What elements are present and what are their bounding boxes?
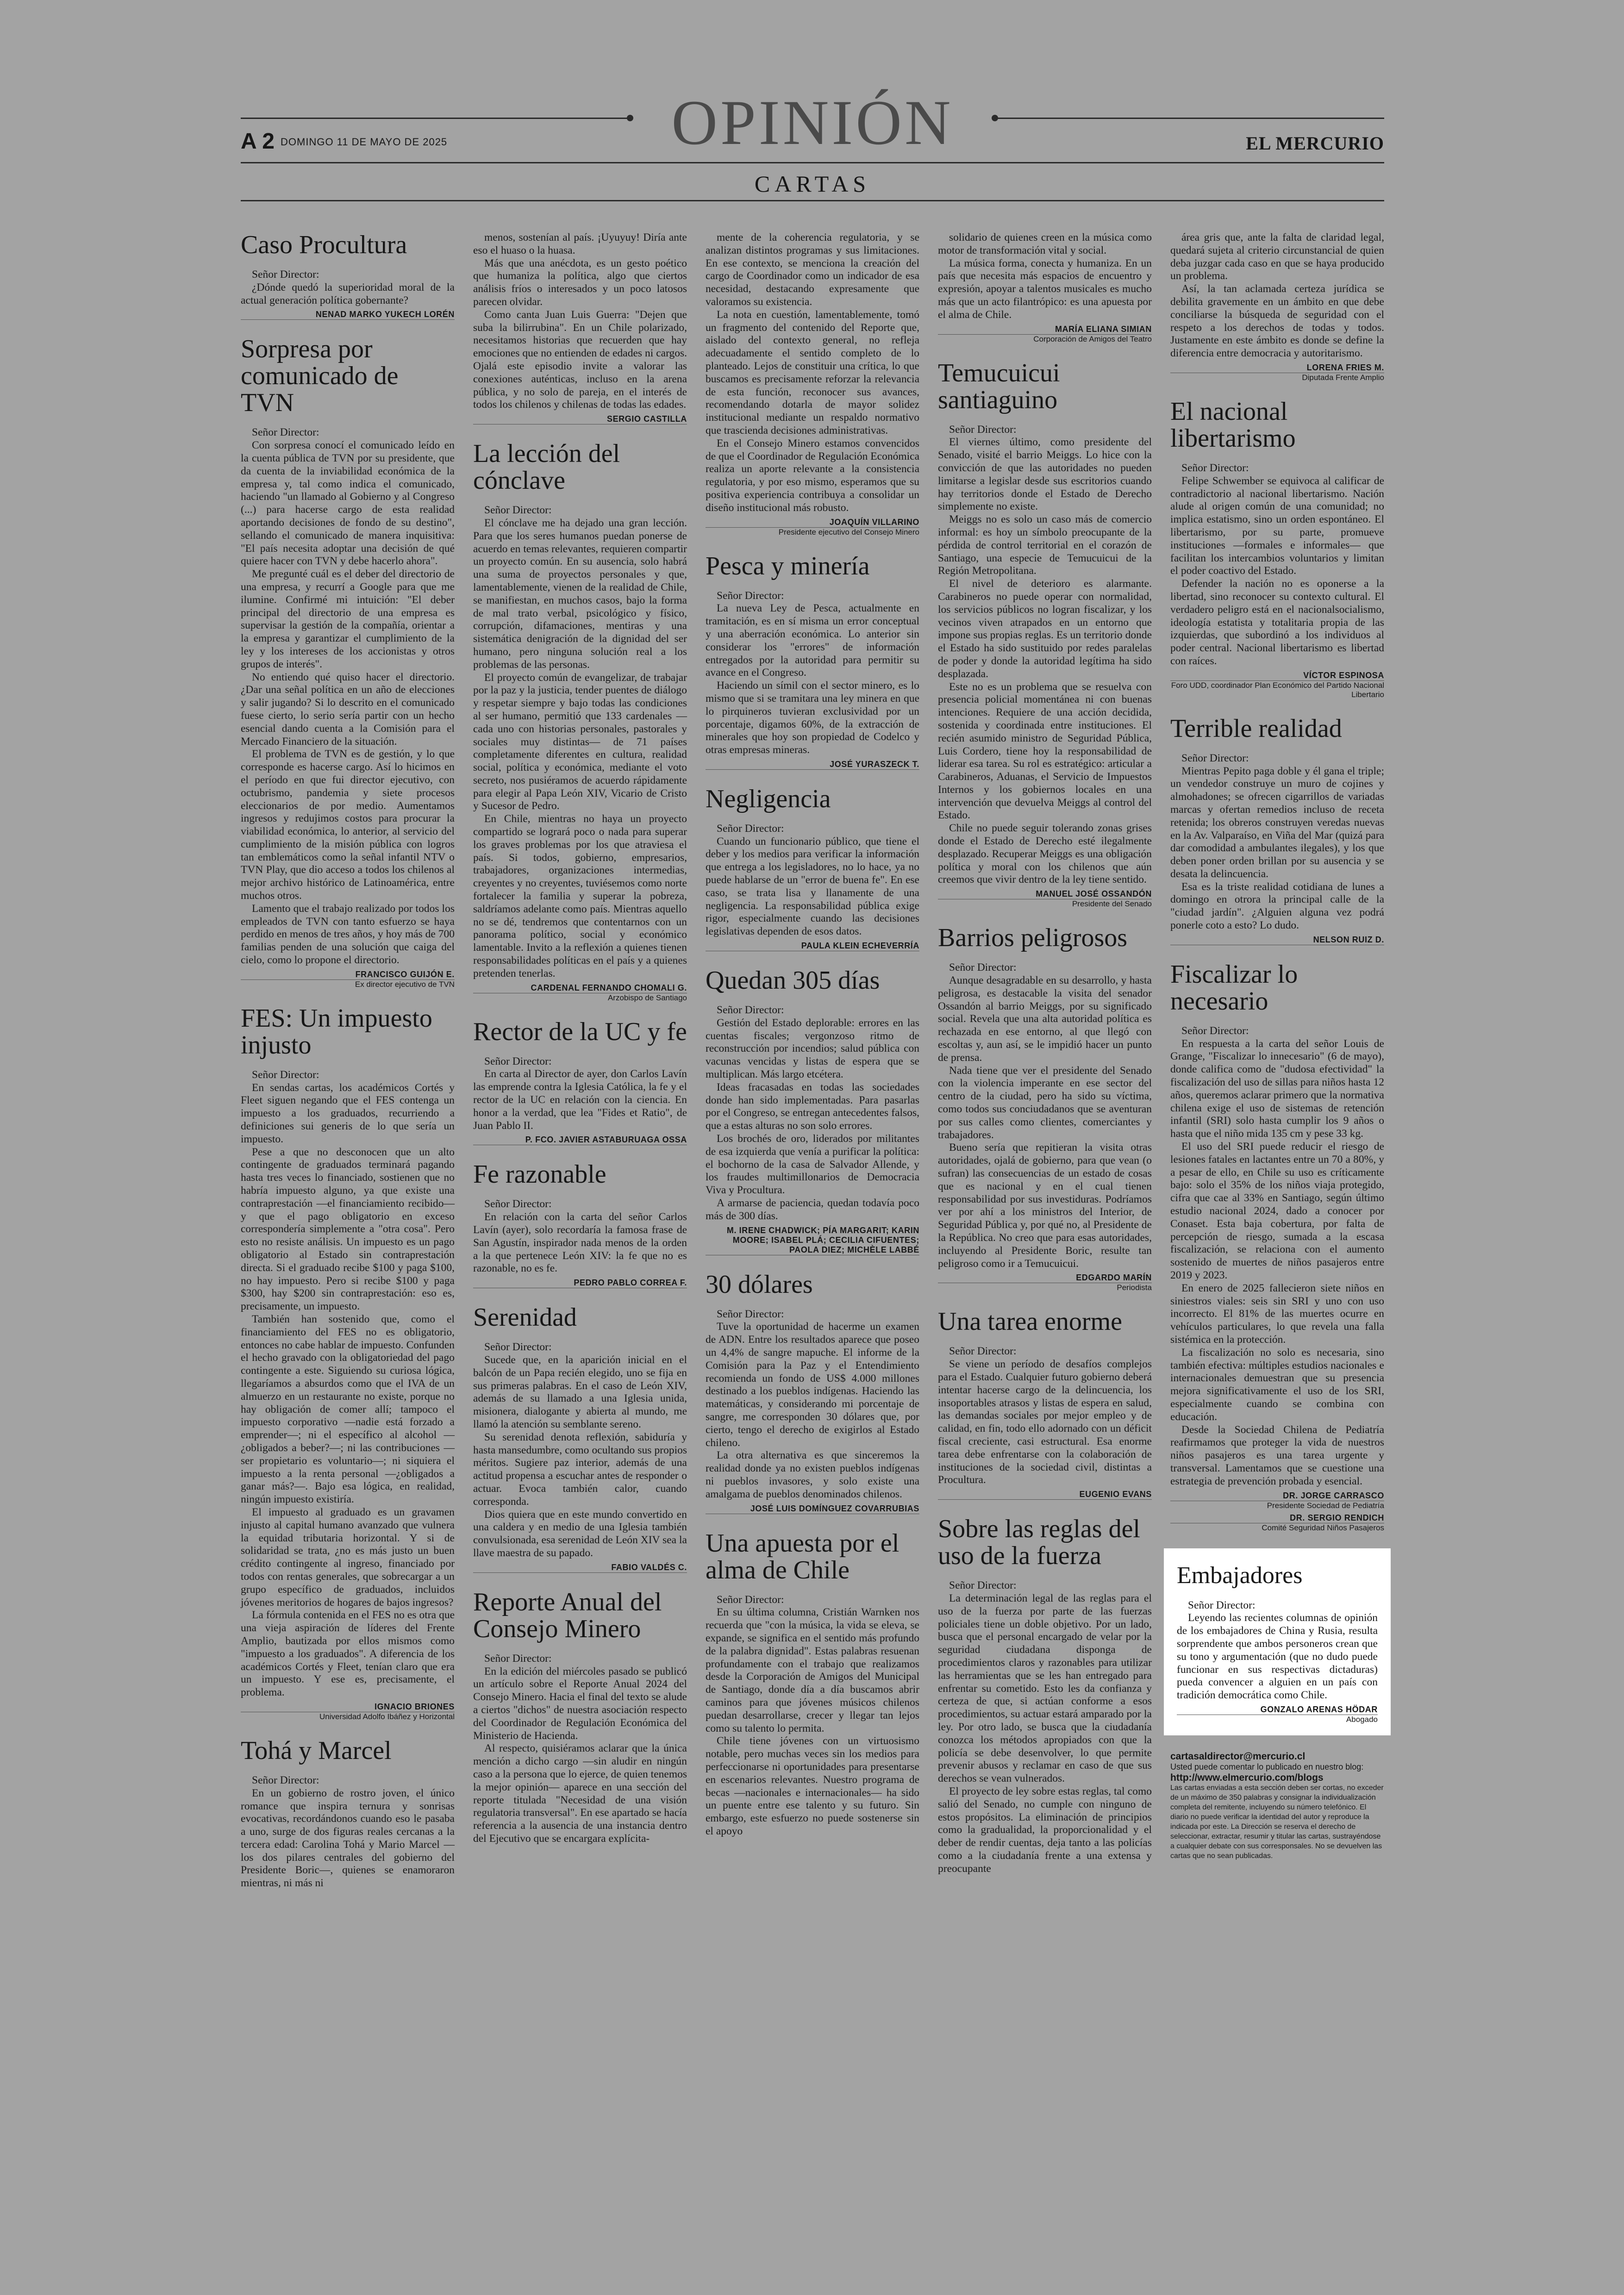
contact-blog-note: Usted puede comentar lo publicado en nuestro blog: [1170,1762,1364,1771]
subsection-title: CARTAS [754,171,871,197]
letter-author-role: Abogado [1346,1715,1378,1724]
letter-paragraph: Tuve la oportunidad de hacerme un examen de ADN. Entre los resultados aparece que poseo un 4,4% de sangre mapuche. El informe de la Comisión para la Paz y el Entendimiento recomienda un fondo de US$ 4.000 millones destinado a los pueblos indígenas. Haciendo las matemáticas, y considerando mi porcentaje de sangre, me corresponden 30 dólares que, por cierto, tengo el derecho de exigirlos al Estado chileno. [706,1321,919,1449]
letter-body [706,590,919,757]
letter-title: Barrios peligrosos [938,923,1128,953]
letter [706,786,919,951]
letter-body [706,231,919,515]
letter [1170,715,1384,945]
newspaper-page [241,88,1384,2236]
letter-body [938,424,1152,887]
letter-signature: NELSON RUIZ D. [1170,935,1384,945]
letter-paragraph: En Chile, mientras no haya un proyecto compartido se logrará poco o nada para superar los graves problemas por los que atraviesa el país. Si todos, gobierno, empresarios, trabajadores, organizaciones intermedias, creyentes y no creyentes, tuviésemos como norte fortalecer la familia y superar la pobreza, saldríamos adelante como país. Mientras aquello no se dé, tendremos que contentarnos con un panorama político, social y económico lamentable. Invito a la reflexión a quienes tienen responsabilidades políticas en el país y a quienes pretenden tenerlas. [473,813,687,979]
letter [241,1005,455,1721]
letter-body [938,1579,1152,1875]
letter-author-role: Foro UDD, coordinador Plan Económico del Partido Nacional Libertario [1171,680,1384,699]
section-title: OPINIÓN [671,87,954,158]
letter-paragraph: Gestión del Estado deplorable: errores en las cuentas fiscales; vergonzoso ritmo de reconstrucción por incendios; salud pública con vacunas vencidas y listas de espera que se multiplican. Más largo etcétera. [706,1017,919,1081]
letter [241,1737,455,1890]
letter-body [938,231,1152,322]
column-2 [473,231,687,1861]
letter-salutation: Señor Director: [717,1004,784,1017]
letter-paragraph: El proyecto común de evangelizar, de trabajar por la paz y la justicia, tender puentes de diálogo y respetar siempre y bajo todas las condiciones al ser humano, permitió que 133 cardenales —cada uno con historias personales, pastorales y sociales muy distintas— de 71 países completamente diferentes en cultura, realidad social, política y económica, mediante el voto secreto, nos pusiéramos de acuerdo rápidamente para elegir al Papa León XIV, Vicario de Cristo y Sucesor de Pedro. [473,671,687,812]
letter-paragraph: En relación con la carta del señor Carlos Lavín (ayer), solo recordaría la famosa frase de San Agustín, inspirador nada menos de la orden a la que pertenece León XIV: la fe que no es razonable, no es fe. [473,1211,687,1275]
letter-body [473,231,687,412]
letter-paragraph: Al respecto, quisiéramos aclarar que la única mención a dicho cargo —sin aludir en ningún caso a la persona que lo ejerce, de quien tenemos la mejor opinión— aparece en una sección del reporte titulada "Necesidad de una visión regulatoria transversal". En ese apartado se hacía referencia a la ausencia de una instancia dentro del Ejecutivo que se encargara explícita- [473,1742,687,1845]
letter-paragraph: Chile tiene jóvenes con un virtuosismo notable, pero muchas veces sin los medios para perfeccionarse ni oportunidades para presentarse en escenarios relevantes. Nuestro programa de becas —nacionales e internacionales— ha sido un puente entre ese talento y su futuro. Sin embargo, este esfuerzo no puede sostenerse sin el apoyo [706,1735,919,1837]
letter-salutation: Señor Director: [1181,461,1249,474]
letter-body [706,1594,919,1838]
letter-body [1170,1025,1384,1488]
letter-paragraph: La nueva Ley de Pesca, actualmente en tramitación, es en sí misma un error conceptual y una aberración económica. Lo anterior sin considerar los "errores" de información entregados por la autoridad para permitir su avance en el Congreso. [706,602,919,679]
letter-paragraph: La fórmula contenida en el FES no es otra que una vieja aspiración de líderes del Frente Amplio, bautizada por ellos mismos como "impuesto a los graduados". A diferencia de los académicos Cortés y Fleet, tenían claro que era un impuesto. Y ese es, precisamente, el problema. [241,1609,455,1699]
letter-paragraph: Más que una anécdota, es un gesto poético que humaniza la política, algo que ciertos análisis fríos o interesados y un poco latosos parecen olvidar. [473,257,687,308]
letter-salutation: Señor Director: [717,822,784,835]
column-1 [241,231,455,1906]
letter-paragraph: Nada tiene que ver el presidente del Senado con la violencia imperante en ese sector del centro de la ciudad, pero ha sido su víctima, como todos sus conciudadanos que se aventuran por sus calles como clientes, comerciantes y trabajadores. [938,1064,1152,1141]
letter-paragraph: El cónclave me ha dejado una gran lección. Para que los seres humanos puedan ponerse de acuerdo en temas relevantes, requieren compartir un proyecto común. En su ausencia, solo habrá una suma de proyectos personales y que, lamentablemente, vienen de la realidad de Chile, se manifiestan, en muchos casos, bajo la forma de mal trato verbal, psicológico y físico, corrupción, difamaciones, mentiras y una sistemática denigración de la dignidad del ser humano, pero ninguna solución real a los problemas de las personas. [473,517,687,671]
letter-title: Terrible realidad [1170,714,1342,743]
letter-paragraph: Los brochés de oro, liderados por militantes de esa izquierda que venía a purificar la política: el bochorno de la casa de Salvador Allende, y los fraudes multimillonarios de Democracia Viva y Procultura. [706,1133,919,1197]
letter-paragraph: solidario de quienes creen en la música como motor de transformación vital y social. [938,231,1152,256]
letter-paragraph: Así, la tan aclamada certeza jurídica se debilita gravemente en un ámbito en que debe conciliarse la búsqueda de seguridad con el respeto a los derechos de todas y todos. Justamente en este ámbito es donde se define la diferencia entre democracia y autoritarismo. [1170,283,1384,360]
letter-paragraph: Bueno sería que repitieran la visita otras autoridades, ojalá de gobierno, para que vean (o sufran) las consecuencias de un estado de cosas que es nacional y en el cual tienen responsabilidad por sus investiduras. Podríamos ver por ahí a los ministros del Interior, de Seguridad Pública y, por qué no, al Presidente de la República. No creo que para esas autoridades, incluyendo al Presidente Boric, resulte tan peligroso como ir a Temucuicui. [938,1141,1152,1270]
letter-title: Embajadores [1177,1562,1303,1589]
letter-signature: DR. JORGE CARRASCO [1170,1491,1384,1501]
letter-author-role: Presidente del Senado [1072,899,1152,909]
letter-paragraph: En respuesta a la carta del señor Louis de Grange, "Fiscalizar lo innecesario" (6 de mayo), donde califica como de "dudosa efectividad" la fiscalización del uso de sillas para niños hasta 12 años, queremos aclarar primero que la normativa chilena exige el uso de sistemas de retención infantil (SRI) solo hasta cumplir los 9 años o hasta que el niño mida 135 cm y pese 33 kg. [1170,1037,1384,1140]
letter-paragraph: Cuando un funcionario público, que tiene el deber y los medios para verificar la información que entrega a los legisladores, no lo hace, ya no puede hablarse de un "error de buena fe". En ese caso, se trata lisa y llanamente de una negligencia. La responsabilidad pública exige rigor, especialmente cuando las decisiones legislativas dependen de esos datos. [706,835,919,938]
letter-salutation: Señor Director: [949,1345,1017,1358]
letter-paragraph: En su última columna, Cristián Warnken nos recuerda que "con la música, la vida se eleva, se expande, se significa en el sentido más profundo de la palabra dignidad". Estas palabras resuenan profundamente con el trabajo que realizamos desde la Corporación de Amigos del Municipal de Santiago, donde día a día buscamos abrir caminos para que jóvenes músicos chilenos puedan desarrollarse, crecer y llegar tan lejos como su talento lo permita. [706,1606,919,1734]
letter-paragraph: Desde la Sociedad Chilena de Pediatría reafirmamos que proteger la vida de nuestros niños pasajeros es una tarea urgente y transversal. Lamentamos que se cuestione una estrategia de prevención probada y esencial. [1170,1423,1384,1487]
letter-title: Pesca y minería [706,551,870,580]
letter-paragraph: ¿Dónde quedó la superioridad moral de la actual generación política gobernante? [241,281,455,306]
letter-author-role: Arzobispo de Santiago [607,993,687,1002]
letter [938,360,1152,909]
letter-body [473,1055,687,1133]
letter [938,1515,1152,1875]
letter-signature: VÍCTOR ESPINOSA [1170,671,1384,681]
letter [473,440,687,1002]
letter [938,231,1152,344]
letter [1170,398,1384,699]
letter-body [706,1308,919,1501]
letter-paragraph: Aunque desagradable en su desarrollo, y hasta peligrosa, es destacable la visita del senador Ossandón al barrio Meiggs, por su significado social. Revela que una alta autoridad política es rechazada en ese entorno, al que llegó con escoltas y, aun así, se le impidió hacer un punto de prensa. [938,974,1152,1064]
letter-body [1177,1599,1378,1702]
letter-title: Fe razonable [473,1160,606,1189]
letter-paragraph: El viernes último, como presidente del Senado, visité el barrio Meiggs. Lo hice con la convicción de que las autoridades no pueden limitarse a legislar desde sus escritorios cuando hay territorios donde el Estado de Derecho simplemente no existe. [938,436,1152,513]
letter-paragraph: mente de la coherencia regulatoria, y se analizan distintos programas y sus limitaciones. En ese contexto, se menciona la creación del cargo de Coordinador como un indicador de esa necesidad, destacando expresamente que valoramos su existencia. [706,231,919,308]
letter-salutation: Señor Director: [1181,1024,1249,1037]
letter-paragraph: El proyecto de ley sobre estas reglas, tal como salió del Senado, no cumple con ninguno de estos propósitos. La eliminación de principios como la gradualidad, la proporcionalidad y el deber de rendir cuentas, deja tanto a las policías como a la ciudadanía frente a una extensa y preocupante [938,1785,1152,1875]
letter-paragraph: En carta al Director de ayer, don Carlos Lavín las emprende contra la Iglesia Católica, la fe y el rector de la UC en relación con la ciencia. En honor a la verdad, que lea "Fides et Ratio", de Juan Pablo II. [473,1068,687,1132]
letter-paragraph: Mientras Pepito paga doble y él gana el triple; un vendedor construye un muro de cojines y almohadones; se ofrecen cigarrillos de variadas marcas y ofertan remedios incluso de receta retenida; los obreros construyen veredas nuevas en la Av. Valparaíso, en Viña del Mar (quizá para dar comodidad a ambulantes ilegales), y los que deben poner orden brillan por su ausencia y se desata la delincuencia. [1170,765,1384,880]
letter-body [241,426,455,967]
letter-paragraph: Con sorpresa conocí el comunicado leído en la cuenta pública de TVN por su presidente, que da cuenta de la inviabilidad económica de la empresa y, tal como indica el comunicado, haciendo "un llamado al Gobierno y al Congreso (...) para hacerse cargo de esta realidad aportando decisiones de fondo de su destino", sellando el comunicado de manera inquisitiva: "El país necesita adoptar una decisión de qué quiere hacer con TVN y debe hacerlo ahora". [241,439,455,568]
letter-paragraph: Me pregunté cuál es el deber del directorio de una empresa, y recurrí a Google para que me ilumine. Confirmé mi intuición: "El deber principal del directorio de una empresa es supervisar la gestión de la compañía, orientar a la empresa y garantizar el cumplimiento de la ley y los intereses de los accionistas y otros grupos de interés". [241,568,455,670]
letter-salutation: Señor Director: [717,589,784,602]
letter-paragraph: El problema de TVN es de gestión, y lo que corresponde es hacerse cargo. Así lo hicimos en el período en que fui director ejecutivo, con octubrismo, pandemia y siete procesos eleccionarios de por medio. Aumentamos ingresos y redujimos costos para procurar la viabilidad económica, lo anterior, al servicio del cumplimiento de la misión pública con logros tan emblemáticos como la señal infantil NTV o TVN Play, que dio acceso a todos los chilenos al mejor archivo histórico de Latinoamérica, entre muchos otros. [241,748,455,902]
letter-author-role: Ex director ejecutivo de TVN [355,979,455,989]
letter-author-role: Presidente Sociedad de Pediatría [1267,1501,1384,1510]
letter [1164,1548,1391,1735]
letter-paragraph: No entiendo qué quiso hacer el directorio. ¿Dar una señal política en un año de elecciones y salir jugando? Si lo descrito en el comunicado fuese cierto, lo serio sería partir con un hecho esencial dando cuenta a la Comisión para el Mercado Financiero de la situación. [241,671,455,748]
contact-rules: Las cartas enviadas a esta sección deben ser cortas, no exceder de un máximo de 350 palabras y consignar la individualización completa del remitente, incluyendo su número telefónico. El diario no puede verificar la identidad del autor y reproduce la indicada por este. La Dirección se reserva el derecho de seleccionar, extractar, resumir y titular las cartas, sustrayéndose a cualquier debate con sus corresponsales. No se devuelven las cartas que no sean publicadas. [1170,1784,1384,1860]
letter [706,1271,919,1514]
contact-box [1170,1751,1384,1861]
column-5 [1170,231,1384,1861]
letter-salutation: Señor Director: [949,423,1017,436]
column-4 [938,231,1152,1891]
letter-title: Reporte Anual del Consejo Minero [473,1587,662,1643]
letter-signature: EDGARDO MARÍN [938,1273,1152,1283]
letter-signature: PAULA KLEIN ECHEVERRÍA [706,941,919,951]
letter [938,924,1152,1292]
contact-email[interactable]: cartasaldirector@mercurio.cl [1170,1751,1305,1762]
letter-title: Sorpresa por comunicado de TVN [241,335,399,418]
letter-paragraph: Su serenidad denota reflexión, sabiduría y hasta mansedumbre, como ocultando sus propios méritos. Sugiere paz interior, además de una actitud propensa a escuchar antes de responder o actuar. Evoca también calor, cuando corresponda. [473,1431,687,1508]
letter-body [706,1004,919,1223]
letter-signature: EUGENIO EVANS [938,1490,1152,1500]
letter-salutation: Señor Director: [484,504,552,517]
letter-paragraph: En la edición del miércoles pasado se publicó un artículo sobre el Reporte Anual 2024 del Consejo Minero. Hacia el final del texto se alude a ciertos "dichos" de nuestra asociación respecto del Coordinador de Regulación Económica del Ministerio de Hacienda. [473,1665,687,1742]
letter [241,231,455,320]
letter-paragraph: A armarse de paciencia, quedan todavía poco más de 300 días. [706,1197,919,1222]
letter-salutation: Señor Director: [484,1341,552,1353]
letter-signature: CARDENAL FERNANDO CHOMALI G. [473,983,687,993]
letter-author-role: Universidad Adolfo Ibáñez y Horizontal [319,1712,455,1721]
edition-date: DOMINGO 11 DE MAYO DE 2025 [281,136,448,148]
letter-author-role: Corporación de Amigos del Teatro [1033,334,1152,343]
letter-title: Tohá y Marcel [241,1736,392,1765]
letter-title: Rector de la UC y fe [473,1017,687,1046]
letter-paragraph: Sucede que, en la aparición inicial en el balcón de un Papa recién elegido, uno se fija en sus primeras palabras. En el caso de León XIV, además de su llamado a una Iglesia unida, misionera, dialogante y abierta al mundo, me llamó la atención su semblante sereno. [473,1354,687,1430]
letter-paragraph: Lamento que el trabajo realizado por todos los empleados de TVN con tanto esfuerzo se haya perdido en menos de tres años, y hoy más de 700 familias penden de una solución que caiga del cielo, como lo propone el directorio. [241,902,455,967]
letter-paragraph: Dios quiera que en este mundo convertido en una caldera y en medio de una Iglesia también convulsionada, esa serenidad de León XIV sea la llave maestra de su papado. [473,1508,687,1559]
letter-paragraph: Leyendo las recientes columnas de opinión de los embajadores de China y Rusia, resulta sorprendente que ambos personeros crean que su tono y argumentación (que no dudo puede funcionar en sus respectivas dictaduras) pueda convencer a alguien en un país con tradición democrática como Chile. [1177,1612,1378,1702]
letter-signature: JOAQUÍN VILLARINO [706,518,919,528]
letter-signature: FABIO VALDÉS C. [473,1563,687,1573]
letter-body [1170,462,1384,668]
letter-signature: MANUEL JOSÉ OSSANDÓN [938,889,1152,899]
letter-salutation: Señor Director: [1188,1599,1255,1611]
letter-salutation: Señor Director: [484,1198,552,1210]
letter-title: 30 dólares [706,1270,813,1299]
letter-paragraph: La nota en cuestión, lamentablemente, tomó un fragmento del contenido del Reporte que, aislado del contexto general, no refleja adecuadamente el sentido completo de lo planteado. Lejos de constituir una crítica, lo que buscamos es precisamente reforzar la relevancia de esta función, reconocer sus avances, recomendando dotarla de mayor solidez institucional mediante un respaldo normativo que trascienda decisiones administrativas. [706,308,919,437]
letter-paragraph: Pese a que no desconocen que un alto contingente de graduados terminará pagando hasta tres veces lo financiado, sostienen que no habría impuesto alguno, ya que existe una contraprestación —el financiamiento recibido— y que el pago obligatorio en exceso correspondería simplemente a "otra cosa". Pero esto no resiste análisis. Un impuesto es un pago obligatorio al Estado sin contraprestación directa. Si el graduado recibe $100 y paga $100, no hay impuesto. Pero si recibe $100 y paga $300, hay $200 sin contraprestación: eso es, precisamente, un impuesto. [241,1146,455,1313]
letter [1170,961,1384,1533]
letter-title: Fiscalizar lo necesario [1170,960,1298,1016]
letter-signature: JOSÉ LUIS DOMÍNGUEZ COVARRUBIAS [706,1504,919,1514]
letter-salutation: Señor Director: [252,1774,319,1786]
letter-signature: IGNACIO BRIONES [241,1702,455,1712]
letter-title: Una tarea enorme [938,1307,1122,1336]
letter-signature: JOSÉ YURASZECK T. [706,760,919,770]
letter [706,1530,919,1838]
letter-paragraph: Haciendo un símil con el sector minero, es lo mismo que si se tramitara una ley minera en que lo pirquineros tuvieran exclusividad por un porcentaje, digamos 60%, de la extracción de minerales que hoy son propiedad de Codelco y otras empresas mineras. [706,680,919,756]
letter [473,1161,687,1288]
letter-salutation: Señor Director: [484,1652,552,1665]
letter-salutation: Señor Director: [717,1308,784,1320]
letter-paragraph: Este no es un problema que se resuelva con presencia policial momentánea ni con buenas intenciones. Requiere de una acción decidida, sostenida y coordinada entre instituciones. El recién asumido ministro de Seguridad Pública, Luis Cordero, tiene hoy la responsabilidad de liderar esa tarea. Su rol es estratégico: articular a Carabineros, Aduanas, el Servicio de Impuestos Internos y los gobiernos locales en una intervención que devuelva Meiggs al control del Estado. [938,680,1152,822]
letter-salutation: Señor Director: [717,1593,784,1606]
letter-signature: MARÍA ELIANA SIMIAN [938,324,1152,335]
letter-paragraph: Defender la nación no es oponerse a la libertad, sino reconocer su contexto cultural. El verdadero peligro está en el nacionalsocialismo, ideología estatista y totalitaria propia de las izquierdas, que subordinó a los individuos al poder central. Nacional libertarismo es libertad con raíces. [1170,578,1384,667]
letter-title: Caso Procultura [241,231,407,259]
letter-paragraph: La otra alternativa es que sinceremos la realidad donde ya no existen pueblos indígenas ni pueblos invasores, y solo existe una amalgama de pueblos denominados chilenos. [706,1449,919,1500]
letter-paragraph: Se viene un período de desafíos complejos para el Estado. Cualquier futuro gobierno deberá intentar hacerse cargo de la delincuencia, los insoportables atrasos y listas de espera en salud, las demandas sociales por mejor empleo y de calidad, en fin, todo ello adornado con un déficit fiscal creciente, casi estructural. Esa enorme tarea debe enfrentarse con la colaboración de instituciones de la sociedad civil, distintas a Procultura. [938,1358,1152,1486]
letter-signature: NENAD MARKO YUKECH LORÉN [241,310,455,320]
letter-author-role: Comité Seguridad Niños Pasajeros [1262,1523,1384,1532]
letter [473,1018,687,1146]
letter-paragraph: La fiscalización no solo es necesaria, sino también efectiva: múltiples estudios nacionales e internacionales demuestran que su presencia mejora significativamente el uso de los SRI, especialmente cuando se combina con educación. [1170,1346,1384,1423]
letter [473,1589,687,1846]
letter-body [473,1341,687,1560]
letter-paragraph: La música forma, conecta y humaniza. En un país que necesita más espacios de encuentro y expresión, apoyar a talentos musicales es mucho más que un acto filantrópico: es una apuesta por el alma de Chile. [938,257,1152,321]
letter-salutation: Señor Director: [949,961,1017,974]
letter-paragraph: El uso del SRI puede reducir el riesgo de lesiones fatales en lactantes entre un 70 a 80%, y a pesar de ello, en Chile su uso es críticamente bajo: solo el 35% de los niños viaja protegido, cifra que cae al 33% en Santiago, según último estudio nacional 2024, dado a conocer por Conaset. Esta baja cobertura, por falta de percepción de riesgo, sumada a la escasa fiscalización, se relaciona con el aumento sostenido de muertes de niños pasajeros entre 2019 y 2023. [1170,1141,1384,1282]
letter-body [1170,752,1384,932]
letter-signature: PEDRO PABLO CORREA F. [473,1278,687,1288]
letter [473,231,687,424]
letter-author-role: Periodista [1117,1283,1152,1292]
letter-title: FES: Un impuesto injusto [241,1004,432,1060]
letter-body [241,268,455,307]
letter-title: Quedan 305 días [706,966,880,995]
letter-salutation: Señor Director: [252,426,319,439]
letter-salutation: Señor Director: [949,1579,1017,1592]
letter-paragraph: Felipe Schwember se equivoca al calificar de contradictorio al nacional libertarismo. Nación alude al origen común de una comunidad; no implica estatismo, sino un orden espontáneo. El libertarismo, por su parte, promueve instituciones —formales e informales— que facilitan los intercambios voluntarios y limitan el poder coactivo del Estado. [1170,474,1384,577]
letter-signature: SERGIO CASTILLA [473,414,687,424]
letter-paragraph: El nivel de deterioro es alarmante. Carabineros no puede operar con normalidad, los servicios públicos no logran fiscalizar, y los vecinos viven atrapados en un entorno que impone sus propias reglas. Es un territorio donde el Estado ha sido sustituido por redes paralelas de poder y donde la autoridad legítima ha sido desplazada. [938,578,1152,680]
letter [706,553,919,770]
column-3 [706,231,919,1854]
masthead-rule-full [241,162,1384,163]
masthead-rule-bottom [241,200,1384,201]
letter [706,967,919,1255]
letter-title: Serenidad [473,1303,577,1332]
letter-body [706,823,919,938]
letter-paragraph: La determinación legal de las reglas para el uso de la fuerza por parte de las fuerzas policiales tiene un doble objetivo. Por un lado, busca que el personal encargado de velar por la seguridad ciudadana disponga de procedimientos claros y razonables para utilizar las herramientas que se les han entregado para enfrentar su cometido. Esto les da confianza y certeza de que, si actúan conforme a esos procedimientos, su actuar estará amparado por la ley. Por otro lado, se busca que la ciudadanía conozca los métodos apropiados con que la policía se debe desenvolver, lo que permite prevenir abusos y reclamar en caso de que sus derechos se vean vulnerados. [938,1592,1152,1785]
letter-paragraph: El impuesto al graduado es un gravamen injusto al capital humano avanzado que vulnera la equidad tributaria horizontal. Y si de solidaridad se trata, ¿no es más justo un buen crédito contingente al ingreso, financiado por todos con rentas generales, que sobrecargar a un grupo específico de graduados, incluidos jóvenes meritorios de hogares de bajos ingresos? [241,1506,455,1609]
letter-paragraph: Como canta Juan Luis Guerra: "Dejen que suba la bilirrubina". En un Chile polarizado, necesitamos historias que recuerden que hay emociones que no entienden de edades ni cargos. Ojalá este episodio invite a valorar las conexiones auténticas, incluso en la arena pública, y no solo de pareja, en el interés de todos los chilenos y chilenas de todas las edades. [473,308,687,411]
letter-paragraph: En enero de 2025 fallecieron siete niños en siniestros viales: seis sin SRI y uno con uso incorrecto. El 81% de las muertes ocurre en vehículos particulares, lo que revela una falla sistémica en la protección. [1170,1282,1384,1346]
letter-paragraph: En el Consejo Minero estamos convencidos de que el Coordinador de Regulación Económica realiza un aporte relevante a la consistencia regulatoria, y por eso mismo, esperamos que su positiva experiencia contribuya a consolidar un diseño institucional más robusto. [706,437,920,514]
letter-title: La lección del cónclave [473,439,620,495]
letter-body [241,1774,455,1890]
newspaper-name: EL MERCURIO [1246,133,1384,154]
letter-paragraph: menos, sostenían al país. ¡Uyuyuy! Diría ante eso el huaso o la huasa. [473,231,687,256]
letter [241,336,455,989]
letter-paragraph: También han sostenido que, como el financiamiento del FES no es obligatorio, entonces no cabe hablar de impuesto. Confunden el hecho gravado con la obligatoriedad del pago contingente a este. Siguiendo su curiosa lógica, llegaríamos a absurdos como que el IVA de un almuerzo en un restaurante no existe, porque no hay obligación de comer allí; tampoco el impuesto corporativo —nadie está forzado a emprender—; ni el específico al alcohol —¿obligados a beber?—; ni las contribuciones —ser propietario es voluntario—; ni siquiera el impuesto a la renta personal —¿obligados a ganar más?—. Bajo esa lógica, en realidad, ningún impuesto existiría. [241,1313,455,1506]
page-number: A 2 [241,129,275,154]
letter-signature: M. IRENE CHADWICK; PÍA MARGARIT; KARIN MOORE; ISABEL PLÁ; CECILIA CIFUENTES; PAOLA DIEZ; MICHÈLE LABBÉ [706,1226,919,1255]
letter [473,1304,687,1573]
letter [938,1308,1152,1500]
letter-author-role: Presidente ejecutivo del Consejo Minero [778,527,919,536]
letter-signature: FRANCISCO GUIJÓN E. [241,970,455,980]
letter-body [1170,231,1384,360]
letter-body [473,504,687,980]
letter-title: Temucuicui santiaguino [938,358,1060,414]
letter-body [473,1198,687,1275]
contact-blog-link[interactable]: http://www.elmercurio.com/blogs [1170,1772,1324,1783]
letter-paragraph: área gris que, ante la falta de claridad legal, quedará sujeta al criterio circunstancial de quien deba juzgar cada caso en que se haya producido un problema. [1170,231,1384,282]
letter-body [938,1345,1152,1487]
letter-signature: LORENA FRIES M. [1170,363,1384,373]
letter-paragraph: Meiggs no es solo un caso más de comercio informal: es hoy un símbolo preocupante de la pérdida de control territorial en el corazón de Santiago, una especie de Temucuicui de la Región Metropolitana. [938,513,1152,577]
letter-body [938,961,1152,1270]
letter-title: El nacional libertarismo [1170,397,1296,453]
letter-signature: DR. SERGIO RENDICH [1170,1513,1384,1523]
letter-paragraph: Chile no puede seguir tolerando zonas grises donde el Estado de Derecho esté ilegalmente desplazado. Recuperar Meiggs es una obligación política y moral con los chilenos que aún creemos que vivir dentro de la ley tiene sentido. [938,822,1152,886]
letter-signature: GONZALO ARENAS HÖDAR [1177,1705,1378,1715]
letter-body [241,1069,455,1699]
letter-title: Sobre las reglas del uso de la fuerza [938,1515,1140,1571]
letter-signature: P. FCO. JAVIER ASTABURUAGA OSSA [473,1135,687,1145]
letter-paragraph: Ideas fracasadas en todas las sociedades donde han sido implementadas. Para pasarlas por el Congreso, se entregan antecedentes falsos, que a estas alturas no son solo errores. [706,1081,919,1132]
letter [1170,231,1384,382]
letter-title: Negligencia [706,784,831,813]
letter-title: Una apuesta por el alma de Chile [706,1528,899,1584]
letter-salutation: Señor Director: [1181,752,1249,764]
letter-body [473,1653,687,1846]
letter-paragraph: En sendas cartas, los académicos Cortés y Fleet siguen negando que el FES contenga un impuesto a los graduados, recurriendo a definiciones sui generis de lo que sería un impuesto. [241,1081,455,1145]
letter [706,231,919,537]
letter-paragraph: Esa es la triste realidad cotidiana de lunes a domingo en otrora la principal calle de la "ciudad jardín". ¿Alguien alguna vez podrá ponerle coto a esto? Lo dudo. [1170,880,1384,932]
letter-salutation: Señor Director: [252,1068,319,1081]
letter-author-role: Diputada Frente Amplio [1302,373,1384,382]
letter-salutation: Señor Director: [252,268,319,281]
letter-paragraph: En un gobierno de rostro joven, el único romance que inspira ternura y sonrisas evocativas, recordándonos cuando eso le pasaba a uno, surge de dos figuras reales cercanas a la tercera edad: Carolina Tohá y Mario Marcel —los dos pilares centrales del gobierno del Presidente Boric—, quienes se enamoraron mientras, ni más ni [241,1787,455,1890]
letter-salutation: Señor Director: [484,1055,552,1067]
